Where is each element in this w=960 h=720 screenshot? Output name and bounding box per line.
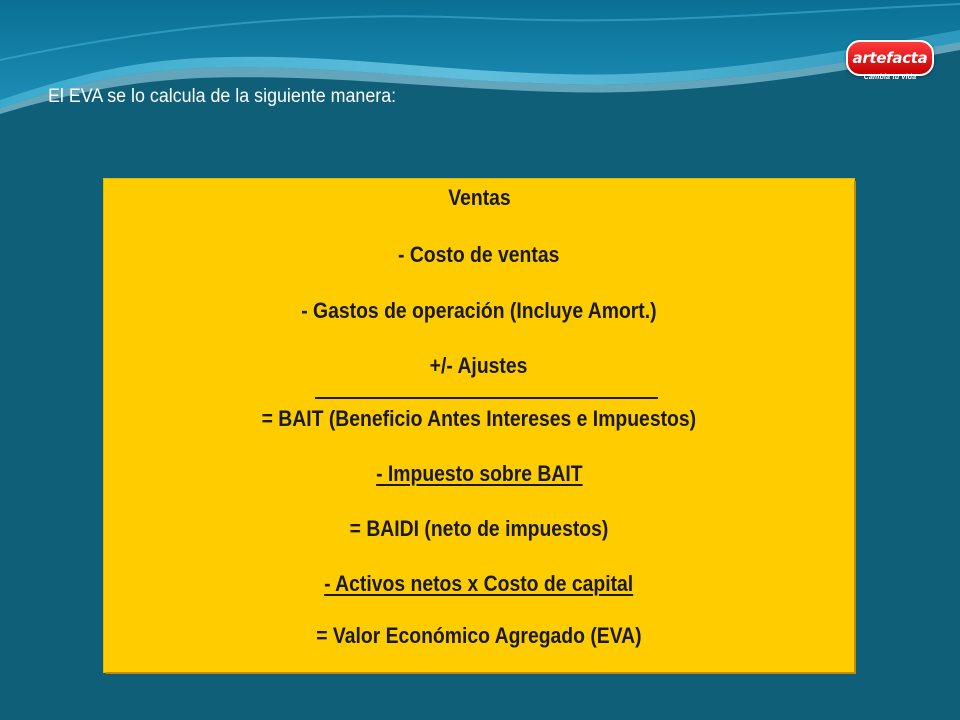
formula-line-ventas: Ventas — [447, 185, 511, 210]
header-wave-decoration — [0, 0, 960, 130]
formula-line-baidi: = BAIDI (neto de impuestos) — [349, 516, 609, 541]
formula-line-costo-ventas: - Costo de ventas — [398, 242, 560, 267]
formula-divider-rule — [315, 397, 658, 399]
formula-line-gastos-operacion: - Gastos de operación (Incluye Amort.) — [301, 298, 657, 323]
logo-badge — [846, 40, 934, 76]
eva-formula-box — [104, 179, 854, 672]
formula-line-bait: = BAIT (Beneficio Antes Intereses e Impuestos) — [261, 406, 697, 431]
artefacta-logo — [846, 38, 932, 84]
logo-tagline: Cambia tu vida — [863, 74, 917, 81]
formula-line-activos-netos: - Activos netos x Costo de capital — [324, 571, 634, 596]
formula-line-impuesto-bait: - Impuesto sobre BAIT — [375, 461, 583, 486]
logo-brand-text: artefacta — [852, 49, 928, 67]
formula-line-eva: = Valor Económico Agregado (EVA) — [316, 623, 642, 648]
slide-title: El EVA se lo calcula de la siguiente manera: — [48, 86, 397, 107]
formula-line-ajustes: +/- Ajustes — [430, 353, 528, 378]
